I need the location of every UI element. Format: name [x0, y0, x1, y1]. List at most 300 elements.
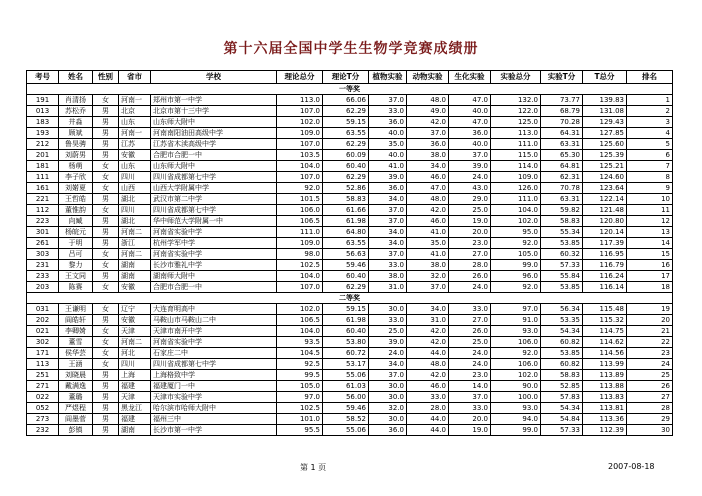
table-cell: 34.0 — [407, 304, 449, 315]
table-cell: 102.0 — [277, 117, 323, 128]
table-cell: 32.0 — [407, 271, 449, 282]
table-cell: 49.0 — [407, 106, 449, 117]
table-cell: 191 — [27, 95, 59, 106]
table-cell: 郑州市第一中学 — [151, 95, 277, 106]
table-cell: 129.43 — [583, 117, 627, 128]
table-cell: 12 — [627, 216, 673, 227]
table-cell: 46.0 — [407, 172, 449, 183]
table-cell: 5 — [627, 139, 673, 150]
table-cell: 26.0 — [449, 271, 491, 282]
table-cell: 64.81 — [541, 161, 583, 172]
table-cell: 59.15 — [323, 117, 369, 128]
table-row — [27, 271, 673, 282]
table-cell: 天津市实验中学 — [151, 392, 277, 403]
table-cell: 52.85 — [541, 381, 583, 392]
table-cell: 福建 — [119, 414, 151, 425]
table-cell: 25.0 — [449, 205, 491, 216]
table-cell: 26.0 — [449, 326, 491, 337]
table-cell: 61.66 — [323, 205, 369, 216]
table-cell: 四川省成都第七中学 — [151, 359, 277, 370]
table-row — [27, 117, 673, 128]
table-cell: 114.0 — [491, 161, 541, 172]
table-cell: 59.46 — [323, 260, 369, 271]
table-cell: 河南二 — [119, 227, 151, 238]
table-cell: 长沙市雅礼中学 — [151, 260, 277, 271]
table-cell: 30 — [627, 425, 673, 436]
table-cell: 20.0 — [449, 414, 491, 425]
table-cell: 161 — [27, 183, 59, 194]
table-cell: 64.31 — [541, 128, 583, 139]
table-cell: 125.21 — [583, 161, 627, 172]
table-cell: 102.5 — [277, 260, 323, 271]
table-row — [27, 392, 673, 403]
table-cell: 34.0 — [369, 359, 407, 370]
table-cell: 33.0 — [407, 392, 449, 403]
table-cell: 63.55 — [323, 238, 369, 249]
table-cell: 57.83 — [541, 392, 583, 403]
table-cell: 115.48 — [583, 304, 627, 315]
column-header: 排名 — [627, 71, 673, 84]
table-cell: 天津 — [119, 326, 151, 337]
table-cell: 阎墨菅 — [59, 414, 93, 425]
table-cell: 92.0 — [491, 238, 541, 249]
table-cell: 董雪 — [59, 337, 93, 348]
table-cell: 24.0 — [449, 348, 491, 359]
table-cell: 刘晓晨 — [59, 370, 93, 381]
table-cell: 湖南 — [119, 260, 151, 271]
table-cell: 59.82 — [541, 205, 583, 216]
table-cell: 92.0 — [491, 282, 541, 293]
table-cell: 120.14 — [583, 227, 627, 238]
table-cell: 139.83 — [583, 95, 627, 106]
table-cell: 河南一 — [119, 128, 151, 139]
table-cell: 刘蔚男 — [59, 150, 93, 161]
table-cell: 浙江 — [119, 238, 151, 249]
table-cell: 35.0 — [407, 238, 449, 249]
table-cell: 20 — [627, 315, 673, 326]
table-row — [27, 194, 673, 205]
table-row — [27, 172, 673, 183]
table-cell: 黑龙江 — [119, 403, 151, 414]
table-cell: 杨皖元 — [59, 227, 93, 238]
column-header: 实验T分 — [541, 71, 583, 84]
table-row — [27, 425, 673, 436]
table-cell: 合肥市合肥一中 — [151, 150, 277, 161]
table-cell: 48.0 — [407, 95, 449, 106]
table-cell: 95.0 — [491, 227, 541, 238]
table-cell: 女 — [93, 348, 119, 359]
table-cell: 111.0 — [491, 194, 541, 205]
table-cell: 董惟韵 — [59, 205, 93, 216]
table-cell: 上海格致中学 — [151, 370, 277, 381]
table-cell: 60.72 — [323, 348, 369, 359]
table-cell: 侯华芸 — [59, 348, 93, 359]
table-cell: 北京 — [119, 106, 151, 117]
table-cell: 14.0 — [449, 381, 491, 392]
table-cell: 37.0 — [369, 216, 407, 227]
table-cell: 34.0 — [369, 194, 407, 205]
table-cell: 山西 — [119, 183, 151, 194]
table-cell: 59.15 — [323, 304, 369, 315]
table-cell: 302 — [27, 337, 59, 348]
table-cell: 68.79 — [541, 106, 583, 117]
table-cell: 男 — [93, 194, 119, 205]
table-cell: 24.0 — [449, 359, 491, 370]
table-cell: 64.80 — [323, 227, 369, 238]
table-cell: 42.0 — [407, 326, 449, 337]
table-cell: 39.0 — [369, 172, 407, 183]
table-cell: 14 — [627, 238, 673, 249]
table-cell: 湖南 — [119, 271, 151, 282]
page-title: 第十六届全国中学生生物学竞赛成绩册 — [223, 41, 479, 57]
table-cell: 70.28 — [541, 117, 583, 128]
table-cell: 董璐 — [59, 392, 93, 403]
table-row — [27, 205, 673, 216]
table-cell: 女 — [93, 260, 119, 271]
table-cell: 四川 — [119, 172, 151, 183]
table-cell: 37.0 — [369, 370, 407, 381]
table-cell: 四川 — [119, 359, 151, 370]
table-cell: 河南一 — [119, 95, 151, 106]
table-cell: 25.0 — [369, 326, 407, 337]
table-cell: 33.0 — [449, 304, 491, 315]
table-cell: 013 — [27, 106, 59, 117]
table-cell: 山东 — [119, 117, 151, 128]
table-cell: 63.55 — [323, 128, 369, 139]
table-cell: 115.0 — [491, 150, 541, 161]
table-cell: 56.34 — [541, 304, 583, 315]
table-cell: 马鞍山市马鞍山二中 — [151, 315, 277, 326]
table-cell: 44.0 — [407, 425, 449, 436]
table-cell: 93.0 — [491, 403, 541, 414]
table-cell: 吕可 — [59, 249, 93, 260]
table-cell: 李卿婍 — [59, 326, 93, 337]
table-cell: 102.0 — [491, 216, 541, 227]
column-header: 实验总分 — [491, 71, 541, 84]
table-cell: 42.0 — [407, 337, 449, 348]
table-cell: 58.83 — [323, 194, 369, 205]
column-header: 姓名 — [59, 71, 93, 84]
table-cell: 127.85 — [583, 128, 627, 139]
table-row — [27, 238, 673, 249]
table-cell: 109.0 — [277, 238, 323, 249]
table-cell: 42.0 — [407, 205, 449, 216]
table-row — [27, 414, 673, 425]
table-cell: 彭镇 — [59, 425, 93, 436]
table-cell: 62.29 — [323, 172, 369, 183]
table-cell: 47.0 — [449, 95, 491, 106]
table-cell: 100.0 — [491, 392, 541, 403]
table-header-row — [27, 71, 673, 84]
table-cell: 102.5 — [277, 403, 323, 414]
table-cell: 113 — [27, 359, 59, 370]
table-cell: 严煜程 — [59, 403, 93, 414]
table-cell: 58.83 — [541, 370, 583, 381]
table-cell: 38.0 — [407, 260, 449, 271]
table-cell: 116.14 — [583, 282, 627, 293]
table-cell: 合肥市合肥一中 — [151, 282, 277, 293]
table-cell: 113.83 — [583, 392, 627, 403]
table-cell: 华中师范大学附属一中 — [151, 216, 277, 227]
table-cell: 60.82 — [541, 337, 583, 348]
table-cell: 19 — [627, 304, 673, 315]
table-cell: 107.0 — [277, 172, 323, 183]
table-cell: 于明 — [59, 238, 93, 249]
table-cell: 辽宁 — [119, 304, 151, 315]
table-cell: 122.14 — [583, 194, 627, 205]
table-cell: 92.0 — [277, 183, 323, 194]
table-cell: 男 — [93, 271, 119, 282]
table-cell: 73.77 — [541, 95, 583, 106]
table-cell: 43.0 — [449, 183, 491, 194]
table-cell: 99.0 — [491, 425, 541, 436]
table-cell: 40.0 — [369, 150, 407, 161]
table-row — [27, 326, 673, 337]
table-cell: 北京市第十三中学 — [151, 106, 277, 117]
table-cell: 58.52 — [323, 414, 369, 425]
table-cell: 24.0 — [369, 348, 407, 359]
table-row — [27, 150, 673, 161]
table-cell: 30.0 — [369, 304, 407, 315]
table-row — [27, 282, 673, 293]
table-cell: 男 — [93, 106, 119, 117]
table-cell: 97.0 — [277, 392, 323, 403]
table-cell: 57.33 — [541, 260, 583, 271]
table-cell: 湖南师大附中 — [151, 271, 277, 282]
table-cell: 106.0 — [491, 337, 541, 348]
table-cell: 杭州学军中学 — [151, 238, 277, 249]
table-cell: 90.0 — [491, 381, 541, 392]
table-cell: 022 — [27, 392, 59, 403]
table-cell: 54.34 — [541, 403, 583, 414]
table-cell: 107.0 — [277, 282, 323, 293]
table-cell: 183 — [27, 117, 59, 128]
table-cell: 60.82 — [541, 359, 583, 370]
table-cell: 16 — [627, 260, 673, 271]
table-cell: 女 — [93, 95, 119, 106]
table-cell: 24.0 — [449, 282, 491, 293]
table-cell: 江苏省木渎高级中学 — [151, 139, 277, 150]
table-row — [27, 216, 673, 227]
table-cell: 116.95 — [583, 249, 627, 260]
table-cell: 48.0 — [407, 359, 449, 370]
table-cell: 41.0 — [407, 227, 449, 238]
table-cell: 山西大学附属中学 — [151, 183, 277, 194]
table-row — [27, 95, 673, 106]
table-cell: 24 — [627, 359, 673, 370]
table-cell: 62.29 — [323, 139, 369, 150]
table-cell: 111.0 — [277, 227, 323, 238]
table-cell: 104.0 — [491, 205, 541, 216]
column-header: 动物实验 — [407, 71, 449, 84]
table-row — [27, 403, 673, 414]
table-cell: 55.06 — [323, 370, 369, 381]
print-date: 2007-08-18 — [608, 462, 655, 471]
table-cell: 113.36 — [583, 414, 627, 425]
column-header: 性别 — [93, 71, 119, 84]
table-cell: 女 — [93, 172, 119, 183]
table-cell: 53.85 — [541, 238, 583, 249]
table-cell: 92.5 — [277, 359, 323, 370]
table-cell: 36.0 — [407, 139, 449, 150]
table-cell: 104.0 — [277, 271, 323, 282]
table-cell: 37.0 — [449, 150, 491, 161]
table-cell: 男 — [93, 392, 119, 403]
table-cell: 303 — [27, 249, 59, 260]
table-cell: 2 — [627, 106, 673, 117]
table-cell: 27 — [627, 392, 673, 403]
table-cell: 男 — [93, 238, 119, 249]
table-cell: 戴满逸 — [59, 381, 93, 392]
table-cell: 36.0 — [449, 128, 491, 139]
table-cell: 男 — [93, 370, 119, 381]
table-cell: 232 — [27, 425, 59, 436]
table-cell: 1 — [627, 95, 673, 106]
table-cell: 鲁昊骋 — [59, 139, 93, 150]
table-row — [27, 249, 673, 260]
table-cell: 63.31 — [541, 139, 583, 150]
table-cell: 47.0 — [407, 183, 449, 194]
table-cell: 井淼 — [59, 117, 93, 128]
table-cell: 107.0 — [277, 106, 323, 117]
table-cell: 61.98 — [323, 315, 369, 326]
table-row — [27, 128, 673, 139]
column-header: 学校 — [151, 71, 277, 84]
table-cell: 113.99 — [583, 359, 627, 370]
table-cell: 99.5 — [277, 370, 323, 381]
table-cell: 62.29 — [323, 282, 369, 293]
table-cell: 男 — [93, 414, 119, 425]
table-cell: 41.0 — [369, 161, 407, 172]
table-cell: 125.60 — [583, 139, 627, 150]
table-cell: 男 — [93, 128, 119, 139]
table-cell: 11 — [627, 205, 673, 216]
table-row — [27, 337, 673, 348]
table-cell: 052 — [27, 403, 59, 414]
table-cell: 长沙市第一中学 — [151, 425, 277, 436]
table-cell: 李子欣 — [59, 172, 93, 183]
table-cell: 37.0 — [369, 249, 407, 260]
table-cell: 天津市南开中学 — [151, 326, 277, 337]
table-cell: 武汉市第二中学 — [151, 194, 277, 205]
table-cell: 男 — [93, 381, 119, 392]
table-cell: 193 — [27, 128, 59, 139]
table-cell: 大连育明高中 — [151, 304, 277, 315]
table-cell: 111 — [27, 172, 59, 183]
table-cell: 8 — [627, 172, 673, 183]
table-cell: 301 — [27, 227, 59, 238]
table-cell: 56.00 — [323, 392, 369, 403]
table-cell: 46.0 — [407, 216, 449, 227]
table-cell: 28 — [627, 403, 673, 414]
table-cell: 114.75 — [583, 326, 627, 337]
table-cell: 王哲皓 — [59, 194, 93, 205]
table-cell: 18 — [627, 282, 673, 293]
table-cell: 106.0 — [277, 205, 323, 216]
table-cell: 湖北 — [119, 194, 151, 205]
table-cell: 15 — [627, 249, 673, 260]
table-cell: 女 — [93, 183, 119, 194]
table-cell: 53.80 — [323, 337, 369, 348]
table-cell: 男 — [93, 216, 119, 227]
table-cell: 61.98 — [323, 216, 369, 227]
table-cell: 安徽 — [119, 315, 151, 326]
table-cell: 113.0 — [277, 95, 323, 106]
table-cell: 62.31 — [541, 172, 583, 183]
table-cell: 29.0 — [449, 194, 491, 205]
award-section-label: 二等奖 — [27, 293, 673, 304]
table-cell: 57.33 — [541, 425, 583, 436]
table-cell: 25.0 — [449, 337, 491, 348]
column-header: 理论总分 — [277, 71, 323, 84]
table-cell: 王谦明 — [59, 304, 93, 315]
table-cell: 113.89 — [583, 370, 627, 381]
table-cell: 55.06 — [323, 425, 369, 436]
table-cell: 109.0 — [277, 128, 323, 139]
table-row — [27, 370, 673, 381]
table-cell: 24.0 — [449, 172, 491, 183]
table-cell: 23 — [627, 348, 673, 359]
table-cell: 92.0 — [491, 348, 541, 359]
table-cell: 38.0 — [407, 150, 449, 161]
table-cell: 53.17 — [323, 359, 369, 370]
table-cell: 93.0 — [491, 326, 541, 337]
table-cell: 37.0 — [369, 205, 407, 216]
table-cell: 黎力 — [59, 260, 93, 271]
table-cell: 29 — [627, 414, 673, 425]
table-cell: 105.0 — [277, 381, 323, 392]
table-cell: 向臧 — [59, 216, 93, 227]
table-cell: 111.0 — [491, 139, 541, 150]
table-cell: 61.03 — [323, 381, 369, 392]
table-cell: 171 — [27, 348, 59, 359]
table-cell: 32.0 — [369, 403, 407, 414]
page-number: 第 1 页 — [300, 463, 327, 472]
table-cell: 121.48 — [583, 205, 627, 216]
table-cell: 21 — [627, 326, 673, 337]
table-cell: 男 — [93, 227, 119, 238]
column-header: T总分 — [583, 71, 627, 84]
table-cell: 36.0 — [369, 425, 407, 436]
table-cell: 女 — [93, 205, 119, 216]
table-row — [27, 183, 673, 194]
table-cell: 126.0 — [491, 183, 541, 194]
table-cell: 四川省成都第七中学 — [151, 205, 277, 216]
table-cell: 60.09 — [323, 150, 369, 161]
table-cell: 30.0 — [369, 392, 407, 403]
table-cell: 刘婼夏 — [59, 183, 93, 194]
table-cell: 44.0 — [407, 414, 449, 425]
table-cell: 男 — [93, 315, 119, 326]
table-row — [27, 227, 673, 238]
table-cell: 70.78 — [541, 183, 583, 194]
table-cell: 125.0 — [491, 117, 541, 128]
table-cell: 131.08 — [583, 106, 627, 117]
table-cell: 181 — [27, 161, 59, 172]
table-cell: 223 — [27, 216, 59, 227]
table-cell: 62.29 — [323, 106, 369, 117]
table-cell: 101.5 — [277, 194, 323, 205]
table-cell: 201 — [27, 150, 59, 161]
table-cell: 27.0 — [449, 249, 491, 260]
table-cell: 66.06 — [323, 95, 369, 106]
table-cell: 48.0 — [407, 194, 449, 205]
table-cell: 91.0 — [491, 315, 541, 326]
table-cell: 52.86 — [323, 183, 369, 194]
table-cell: 34.0 — [369, 227, 407, 238]
table-cell: 54.34 — [541, 326, 583, 337]
table-cell: 203 — [27, 282, 59, 293]
